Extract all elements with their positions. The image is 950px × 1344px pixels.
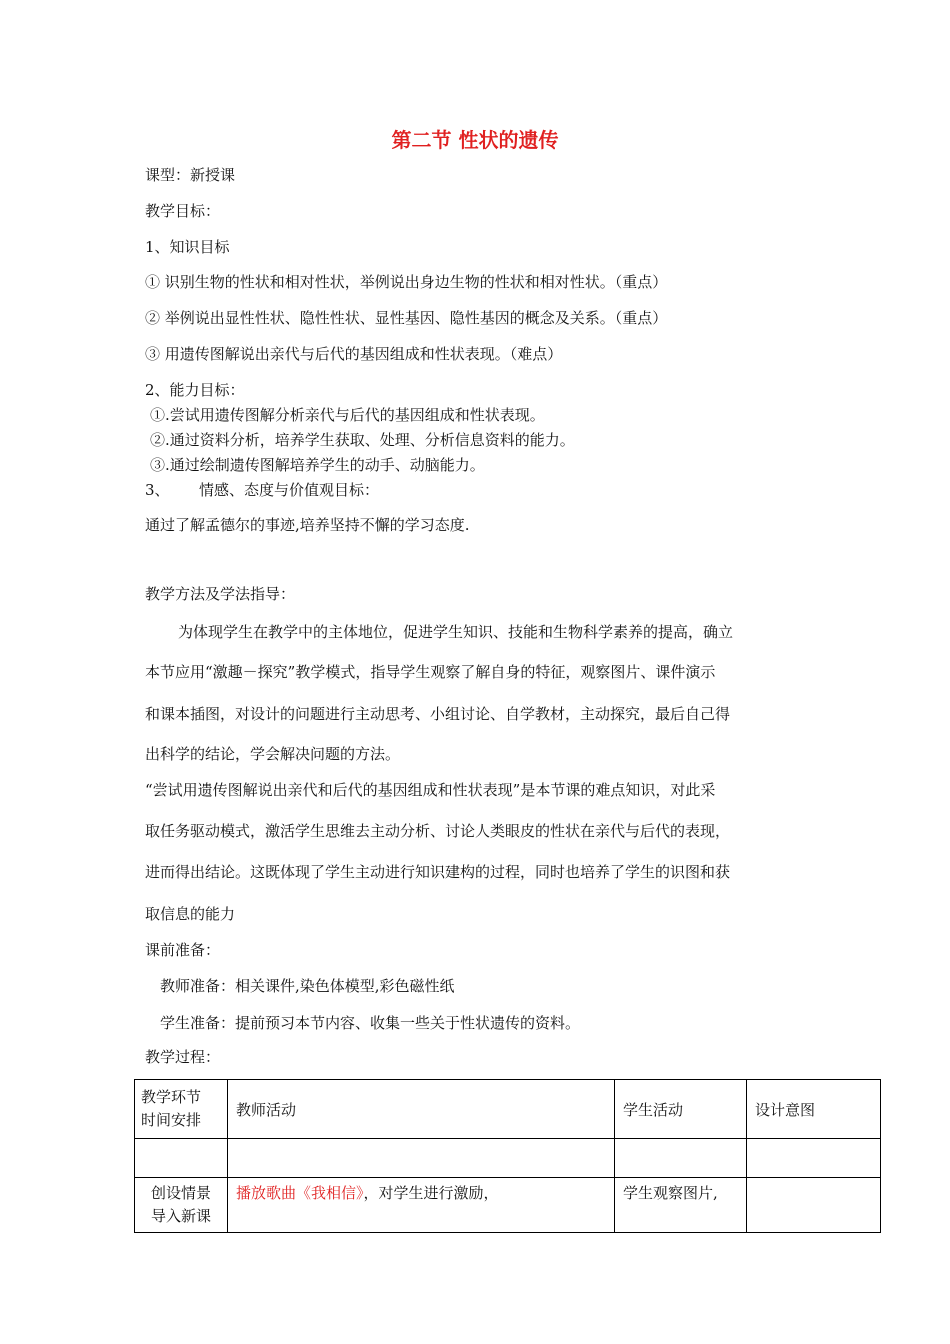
highlighted-activity: 播放歌曲《我相信》: [236, 1184, 364, 1202]
methods-para2-line: 取任务驱动模式，激活学生思维去主动分析、讨论人类眼皮的性状在亲代与后代的表现，: [145, 822, 731, 840]
methods-para1-line: 为体现学生在教学中的主体地位，促进学生知识、技能和生物科学素养的提高，确立: [178, 623, 734, 641]
ability-heading: 2、能力目标：: [145, 381, 245, 399]
methods-para1-line: 和课本插图，对设计的问题进行主动思考、小组讨论、自学教材，主动探究，最后自己得: [145, 705, 731, 723]
stage-line: 导入新课: [150, 1207, 211, 1225]
emotion-text: 通过了解孟德尔的事迹,培养坚持不懈的学习态度.: [145, 516, 470, 534]
objectives-heading: 教学目标：: [145, 202, 221, 220]
methods-para2-line: 进而得出结论。这既体现了学生主动进行知识建构的过程，同时也培养了学生的识图和获: [145, 863, 731, 881]
stage-line: 创设情景: [150, 1184, 211, 1202]
table-row: [135, 1178, 881, 1233]
ability-item-1: ①.尝试用遗传图解分析亲代与后代的基因组成和性状表现。: [150, 406, 545, 424]
page-title: 第二节 性状的遗传: [391, 128, 559, 152]
prep-heading: 课前准备：: [145, 941, 221, 959]
ability-item-3: ③.通过绘制遗传图解培养学生的动手、动脑能力。: [150, 456, 485, 474]
header-teacher: 教师活动: [228, 1080, 615, 1139]
emotion-heading-number: 3、: [145, 481, 170, 499]
header-stage: [135, 1080, 228, 1139]
methods-para2-line: 取信息的能力: [145, 905, 236, 923]
methods-heading: 教学方法及学法指导：: [145, 585, 296, 603]
header-stage-line: 教学环节: [141, 1088, 202, 1106]
activity-text: ，对学生进行激励，: [363, 1184, 499, 1202]
knowledge-item-1: ① 识别生物的性状和相对性状，举例说出身边生物的性状和相对性状。（重点）: [145, 273, 668, 291]
ability-item-2: ②.通过资料分析，培养学生获取、处理、分析信息资料的能力。: [150, 431, 575, 449]
table-header-row: [135, 1080, 881, 1139]
methods-para1-line: 出科学的结论，学会解决问题的方法。: [145, 745, 401, 763]
student-prep: 学生准备：提前预习本节内容、收集一些关于性状遗传的资料。: [160, 1014, 581, 1032]
cell-teacher: [228, 1139, 615, 1178]
knowledge-item-2: ② 举例说出显性性状、隐性性状、显性基因、隐性基因的概念及关系。（重点）: [145, 309, 668, 327]
methods-para1-line: 本节应用“激趣－探究”教学模式，指导学生观察了解自身的特征，观察图片、课件演示: [145, 663, 716, 681]
cell-teacher: [228, 1178, 615, 1233]
teacher-prep: 教师准备：相关课件,染色体模型,彩色磁性纸: [160, 977, 455, 995]
cell-stage: [135, 1139, 228, 1178]
emotion-heading: 情感、态度与价值观目标：: [199, 481, 380, 499]
process-table: [134, 1079, 881, 1233]
cell-student: [615, 1139, 747, 1178]
header-student: 学生活动: [615, 1080, 747, 1139]
header-stage-line: 时间安排: [141, 1111, 202, 1129]
cell-intent: [747, 1139, 881, 1178]
cell-stage: [135, 1178, 228, 1233]
cell-intent: [747, 1178, 881, 1233]
cell-student: 学生观察图片,: [615, 1178, 747, 1233]
knowledge-heading: 1、知识目标: [145, 238, 230, 256]
knowledge-item-3: ③ 用遗传图解说出亲代与后代的基因组成和性状表现。（难点）: [145, 345, 563, 363]
lesson-type: 课型：新授课: [145, 166, 236, 184]
table-row: [135, 1139, 881, 1178]
header-intent: 设计意图: [747, 1080, 881, 1139]
methods-para2-line: “尝试用遗传图解说出亲代和后代的基因组成和性状表现”是本节课的难点知识，对此采: [145, 781, 716, 799]
process-heading: 教学过程：: [145, 1048, 221, 1066]
